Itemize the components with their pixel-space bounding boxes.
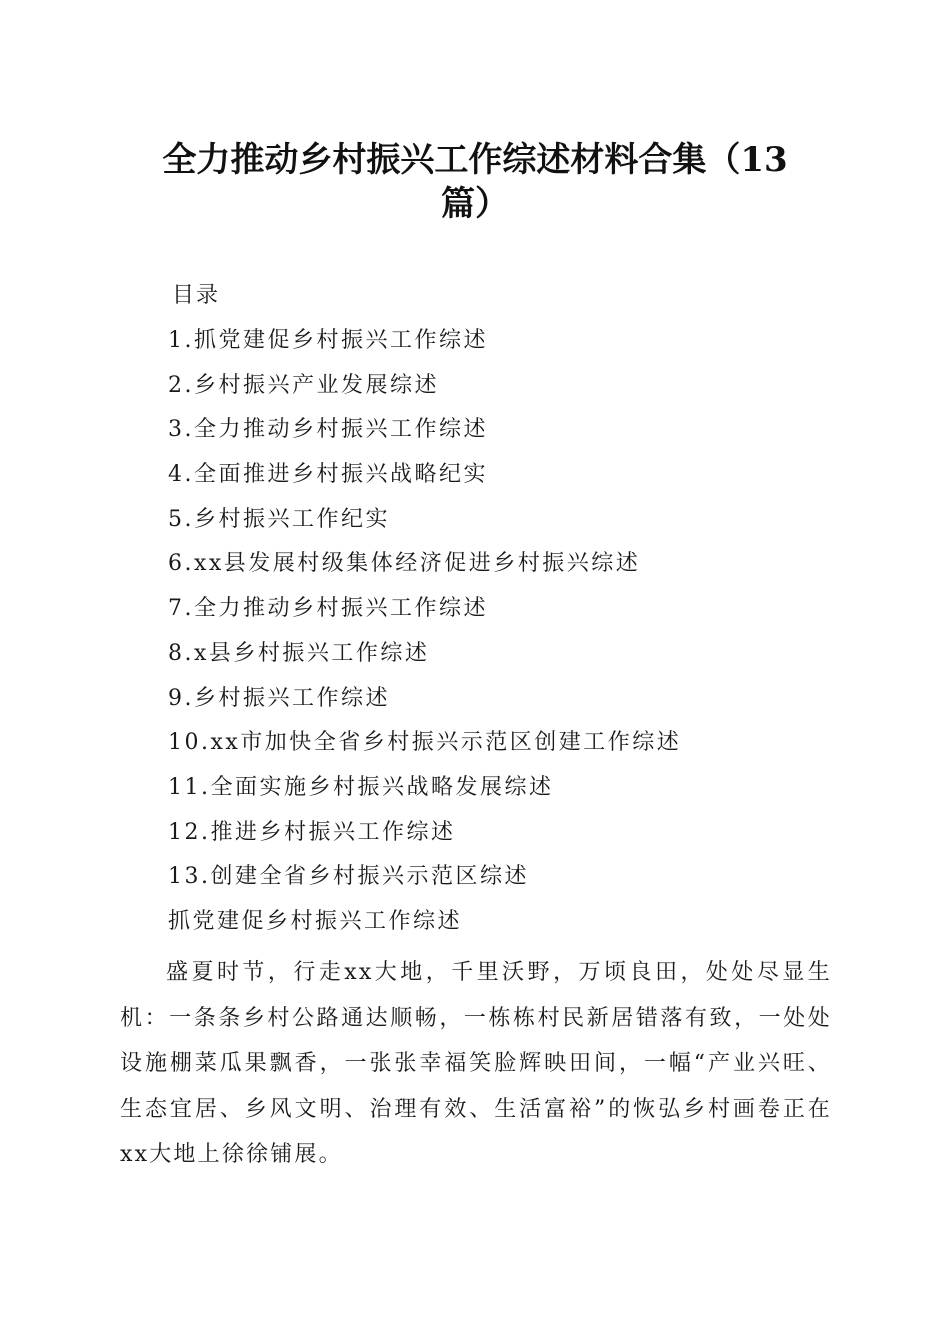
section-heading: 抓党建促乡村振兴工作综述 <box>168 909 463 934</box>
body-paragraph: 盛夏时节，行走xx大地，千里沃野，万顷良田，处处尽显生机：一条条乡村公路通达顺畅，一栋栋村民新居错落有致，一处处设施棚菜瓜果飘香，一张张幸福笑脸辉映田间，一幅“产业兴旺、生态宜居、乡风文明、治理有效、生活富裕”的恢弘乡村画卷正在xx大地上徐徐铺展。 <box>120 960 832 1167</box>
toc-item: 8.x县乡村振兴工作综述 <box>168 640 430 666</box>
table-of-contents <box>168 323 681 904</box>
toc-item: 2.乡村振兴产业发展综述 <box>168 372 439 398</box>
toc-item: 7.全力推动乡村振兴工作综述 <box>168 596 488 622</box>
toc-item: 10.xx市加快全省乡村振兴示范区创建工作综述 <box>168 730 682 756</box>
toc-item: 9.乡村振兴工作综述 <box>168 685 390 711</box>
toc-item: 13.创建全省乡村振兴示范区综述 <box>168 864 529 890</box>
document-title-line2: 篇） <box>441 184 509 224</box>
toc-item: 4.全面推进乡村振兴战略纪实 <box>168 462 488 488</box>
toc-item: 5.乡村振兴工作纪实 <box>168 506 390 532</box>
document-title-line1: 全力推动乡村振兴工作综述材料合集（13 <box>162 140 788 180</box>
toc-item: 1.抓党建促乡村振兴工作综述 <box>168 328 488 353</box>
toc-item: 11.全面实施乡村振兴战略发展综述 <box>168 774 554 800</box>
toc-item: 3.全力推动乡村振兴工作综述 <box>168 417 488 443</box>
toc-heading: 目录 <box>172 283 221 308</box>
toc-item: 6.xx县发展村级集体经济促进乡村振兴综述 <box>168 551 641 577</box>
toc-item: 12.推进乡村振兴工作综述 <box>168 819 456 845</box>
